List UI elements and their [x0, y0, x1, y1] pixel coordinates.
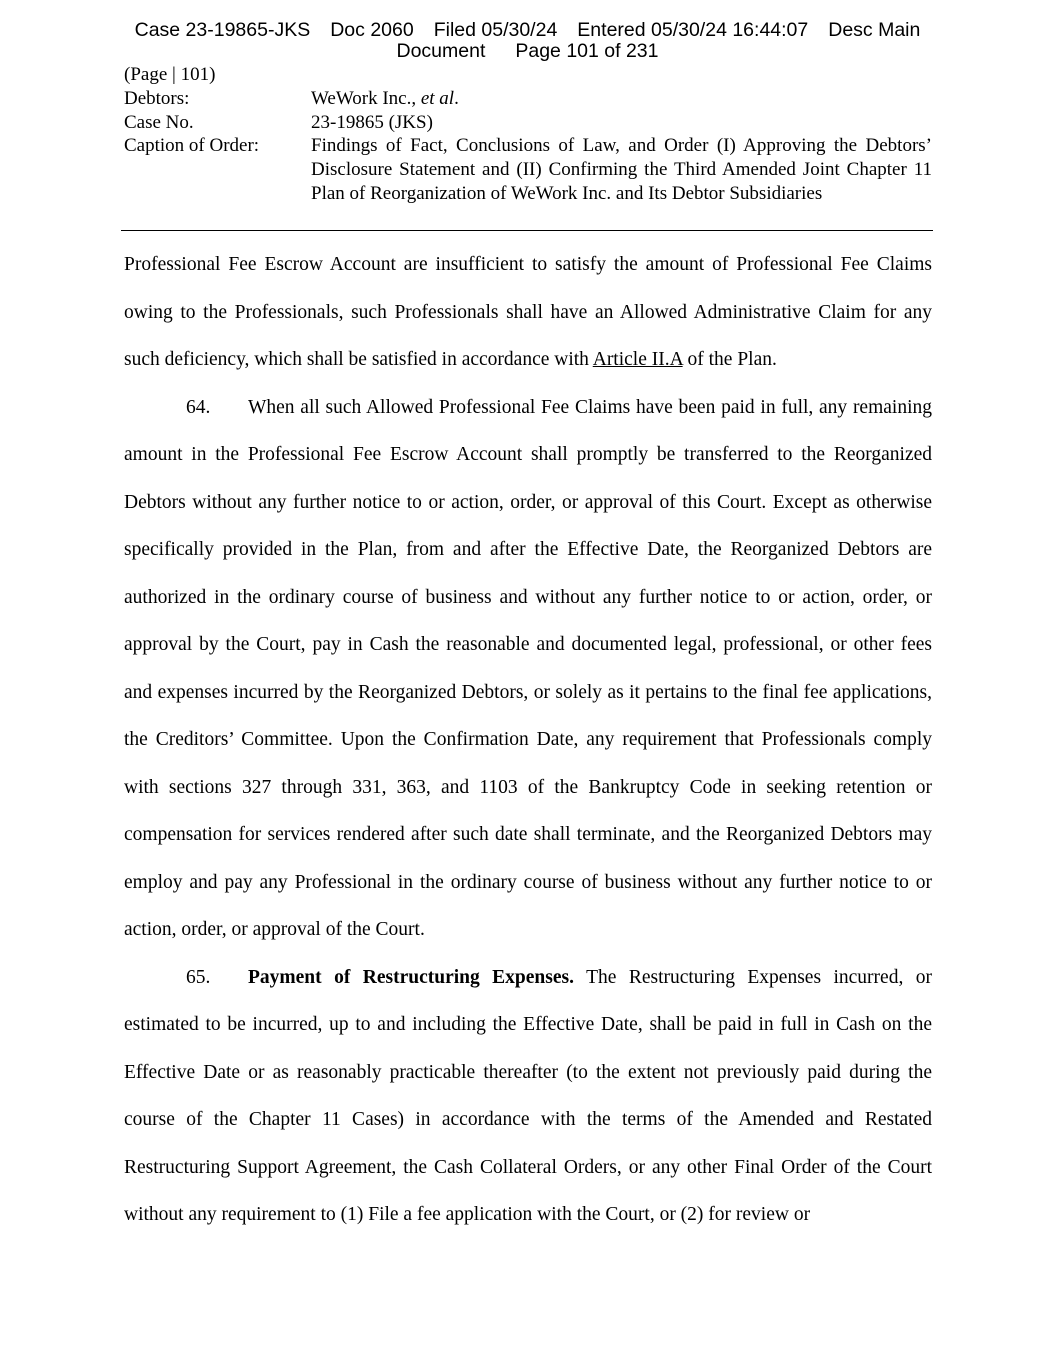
page-ref-row [124, 63, 932, 87]
paragraph-65-text: The Restructuring Expenses incurred, or estimated to be incurred, up to and including the Effective Date, shall be paid in full in Cash on the Effective Date or as reasonably practicable thereafter (to the extent not previously paid during the course of the Chapter 11 Cases) in accordance with the terms of the Amended and Restated Restructuring Support Agreement, the Cash Collateral Orders, or any other Final Order of the Court without any requirement to (1) File a fee application with the Court, or (2) for review or [124, 966, 932, 1225]
filing-header-line2 [0, 41, 1055, 62]
caption-of-order-value: Findings of Fact, Conclusions of Law, and Order (I) Approving the Debtors’ Disclosure Statement and (II) Confirming the Third Amended Joint Chapter 11 Plan of Reorganization of WeWork Inc. and Its Debtor Subsidiaries [311, 135, 932, 204]
order-body [124, 241, 932, 1239]
continuation-text-b: of the Plan. [682, 349, 777, 370]
article-reference: Article II.A [592, 349, 683, 370]
caption-divider [121, 230, 933, 231]
paragraph-number-65: 65. [186, 966, 211, 988]
paragraph-64-text: When all such Allowed Professional Fee Claims have been paid in full, any remaining amount in the Professional Fee Escrow Account shall promptly be transferred to the Reorganized Debtors without any further notice to or action, order, or approval of this Court. Except as otherwise specifically provided in the Plan, from and after the Effective Date, the Reorganized Debtors are authorized in the ordinary course of business and without any further notice to or action, order, or approval by the Court, pay in Cash the reasonable and documented legal, professional, or other fees and expenses incurred by the Reorganized Debtors, or solely as it pertains to the final fee applications, the Creditors’ Committee. Upon the Confirmation Date, any requirement that Professionals comply with sections 327 through 331, 363, and 1103 of the Bankruptcy Code in seeking retention or compensation for services rendered after such date shall terminate, and the Reorganized Debtors may employ and pay any Professional in the ordinary course of business without any further notice to or action, order, or approval of the Court. [124, 396, 932, 940]
debtors-value [311, 87, 932, 111]
case-number: Case 23-19865-JKS [134, 19, 311, 41]
page-count: Page 101 of 231 [515, 40, 659, 62]
paragraph-number-64: 64. [186, 396, 211, 418]
case-no-label: Case No. [124, 111, 194, 133]
filed-date: Filed 05/30/24 [433, 19, 558, 41]
caption-of-order-label: Caption of Order: [124, 135, 260, 157]
case-no-value: 23-19865 (JKS) [311, 111, 433, 133]
debtors-value-main: WeWork Inc., [311, 87, 421, 109]
paragraph-64 [124, 384, 932, 954]
document-label: Document [396, 40, 486, 62]
debtors-row [124, 87, 932, 111]
entered-date: Entered 05/30/24 16:44:07 [577, 19, 809, 41]
doc-number: Doc 2060 [330, 19, 414, 41]
filing-header-line1 [0, 20, 1055, 41]
desc-main: Desc Main [828, 19, 921, 41]
paragraph-continuation [124, 241, 932, 384]
debtors-value-italic: et al [420, 87, 455, 109]
case-no-row [124, 111, 932, 135]
page-ref: (Page | 101) [124, 64, 216, 85]
continuation-text-a: Professional Fee Escrow Account are insufficient to satisfy the amount of Professional Fee Claims owing to the Professionals, such Professionals shall have an Allowed Administrative Claim for any such deficiency, which shall be satisfied in accordance with [124, 254, 932, 370]
order-caption [124, 63, 932, 206]
debtors-value-end: . [454, 87, 459, 109]
filing-header [0, 20, 1055, 62]
debtors-label: Debtors: [124, 87, 190, 109]
caption-of-order-row [124, 134, 932, 205]
paragraph-65-heading: Payment of Restructuring Expenses. [248, 966, 574, 988]
paragraph-65 [124, 954, 932, 1239]
